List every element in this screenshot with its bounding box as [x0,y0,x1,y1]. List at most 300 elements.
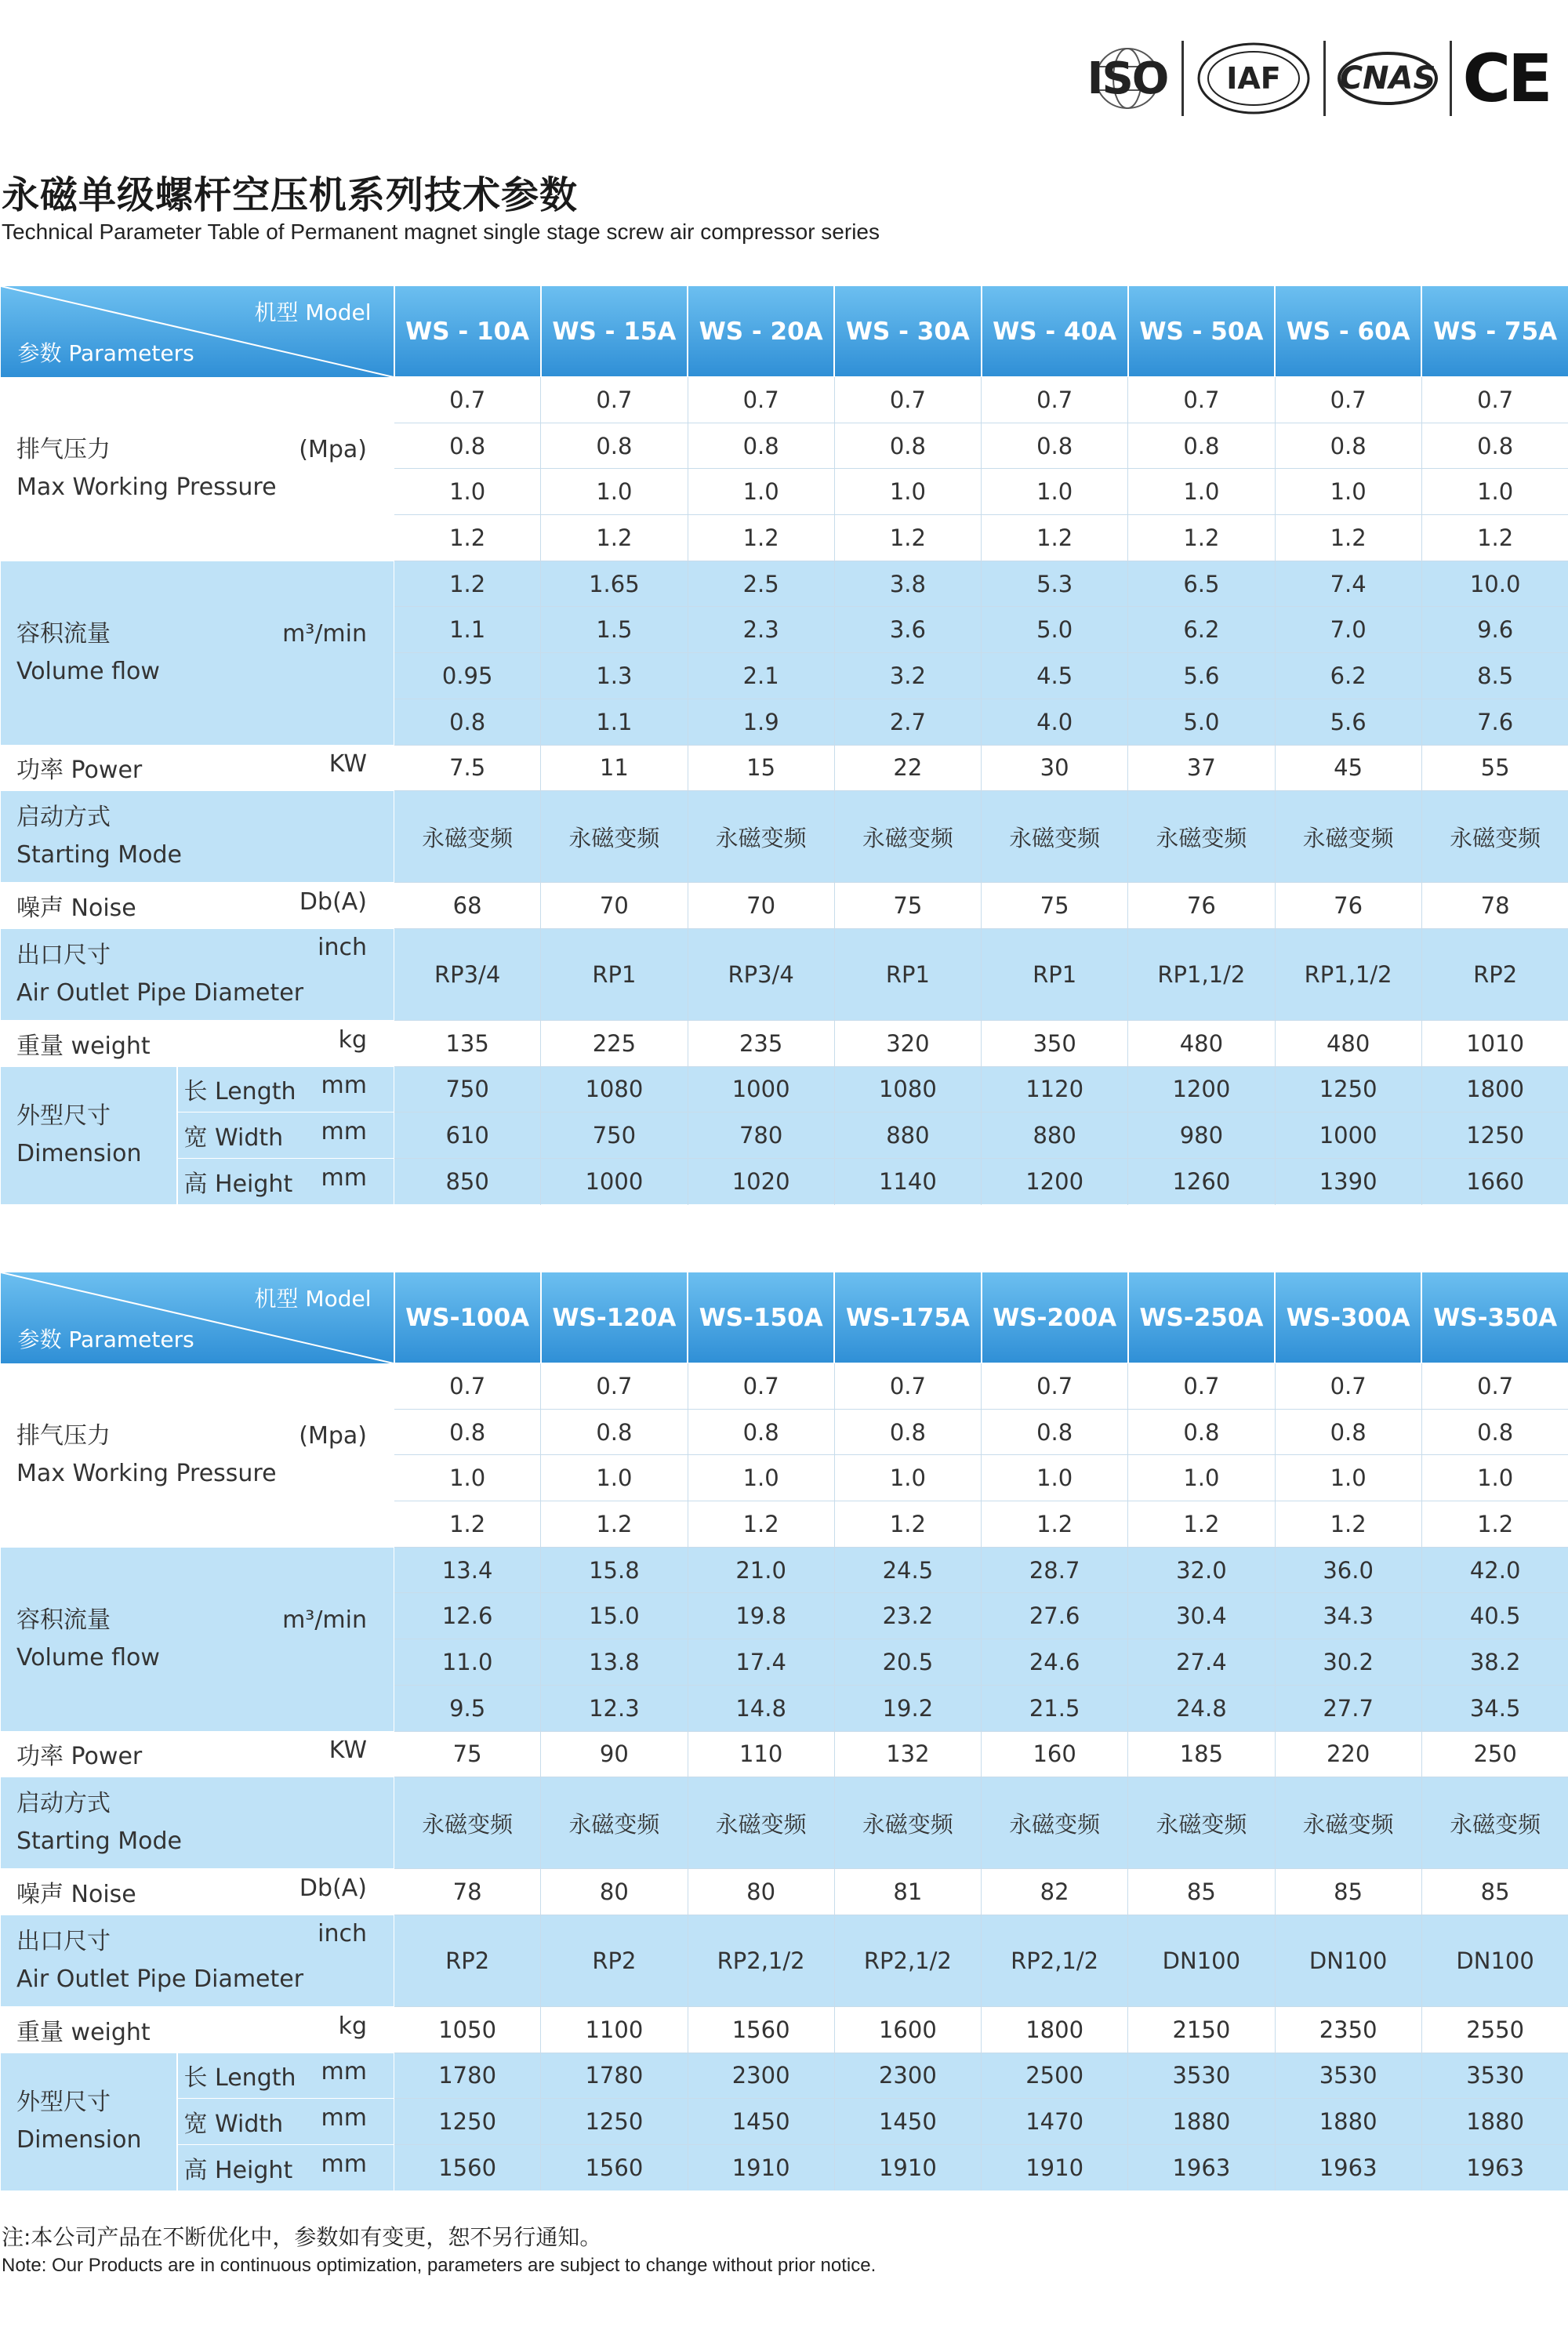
ce-text: CE [1462,40,1550,117]
flow-value: 5.6 [1128,653,1275,699]
dimension-sub-label: 高 Height mm [177,2144,394,2190]
flow-value: 2.3 [688,607,834,653]
pressure-value: 0.8 [1421,1409,1568,1455]
flow-value: 5.3 [982,561,1128,607]
parameters-header-label: 参数 Parameters [17,1326,194,1352]
weight-label: 重量 weight kg [1,1020,394,1066]
pressure-value: 0.7 [982,1363,1128,1410]
flow-value: 6.5 [1128,561,1275,607]
pressure-value: 0.8 [541,423,688,469]
weight-row [1,2006,1568,2053]
weight-row [1,1020,1568,1066]
flow-value: 7.0 [1275,607,1421,653]
power-value: 90 [541,1731,688,1777]
pressure-value: 0.8 [394,1409,541,1455]
flow-value: 19.2 [834,1685,981,1731]
pressure-value: 1.0 [834,1455,981,1501]
flow-value: 4.0 [982,699,1128,745]
pressure-value: 1.2 [1128,515,1275,561]
pressure-value: 1.0 [541,1455,688,1501]
pressure-value: 0.7 [1275,1363,1421,1410]
weight-value: 1050 [394,2006,541,2053]
weight-value: 2150 [1128,2006,1275,2053]
start-mode-label: 启动方式 Starting Mode [1,791,394,883]
dimension-value: 2500 [982,2053,1128,2099]
noise-value: 78 [1421,883,1568,929]
dimension-value: 1880 [1128,2099,1275,2145]
pressure-value: 1.2 [541,1501,688,1548]
model-header-label: 机型 Model [254,1285,372,1312]
spacer-cell [1128,1204,1275,1268]
header-row [1,1272,1568,1363]
flow-value: 14.8 [688,1685,834,1731]
noise-value: 85 [1275,1869,1421,1915]
start-mode-value: 永磁变频 [394,791,541,883]
flow-value: 19.8 [688,1593,834,1639]
outlet-value: DN100 [1128,1915,1275,2006]
pressure-value: 0.7 [541,377,688,423]
ce-logo [1463,39,1549,118]
spacer-cell [834,1204,981,1268]
iso-text: ISO [1087,53,1168,104]
pressure-value: 1.2 [1275,1501,1421,1548]
start-mode-value: 永磁变频 [688,1777,834,1869]
pressure-value: 1.0 [982,469,1128,515]
flow-value: 2.5 [688,561,834,607]
noise-row [1,1869,1568,1915]
dimension-row [1,2099,1568,2145]
spacer-cell [541,1204,688,1268]
outlet-value: DN100 [1421,1915,1568,2006]
flow-value: 36.0 [1275,1547,1421,1593]
power-value: 220 [1275,1731,1421,1777]
power-label: 功率 Power KW [1,745,394,791]
dimension-row [1,2053,1568,2099]
weight-value: 480 [1128,1020,1275,1066]
dimension-value: 1450 [688,2099,834,2145]
model-name: WS - 10A [394,286,541,377]
model-name: WS - 60A [1275,286,1421,377]
pressure-value: 0.8 [688,1409,834,1455]
weight-value: 2350 [1275,2006,1421,2053]
power-value: 110 [688,1731,834,1777]
pressure-value: 0.7 [1128,1363,1275,1410]
pressure-value: 0.7 [1421,1363,1568,1410]
start-mode-value: 永磁变频 [834,1777,981,1869]
power-row [1,1731,1568,1777]
weight-label: 重量 weight kg [1,2006,394,2053]
flow-value: 15.8 [541,1547,688,1593]
noise-value: 80 [541,1869,688,1915]
dimension-value: 980 [1128,1112,1275,1159]
weight-value: 1800 [982,2006,1128,2053]
flow-value: 2.7 [834,699,981,745]
dimension-row [1,1112,1568,1159]
outlet-value: RP2,1/2 [688,1915,834,2006]
dimension-value: 850 [394,1158,541,1204]
pressure-value: 1.2 [688,1501,834,1548]
pressure-value: 1.2 [982,1501,1128,1548]
dimension-label: 外型尺寸 Dimension [1,1066,177,1204]
weight-value: 480 [1275,1020,1421,1066]
start-mode-value: 永磁变频 [1275,791,1421,883]
header-corner [1,1272,394,1363]
dimension-value: 1780 [541,2053,688,2099]
page-subtitle: Technical Parameter Table of Permanent magnet single stage screw air compressor series [2,220,880,244]
spacer-row [1,1204,1568,1268]
noise-value: 68 [394,883,541,929]
spacer-cell [177,1204,394,1268]
start-mode-value: 永磁变频 [1128,791,1275,883]
flow-value: 20.5 [834,1639,981,1686]
noise-value: 80 [688,1869,834,1915]
noise-value: 76 [1128,883,1275,929]
outlet-value: RP2 [1421,928,1568,1020]
weight-value: 2550 [1421,2006,1568,2053]
flow-value: 24.8 [1128,1685,1275,1731]
pressure-value: 0.8 [1421,423,1568,469]
outlet-value: DN100 [1275,1915,1421,2006]
power-value: 160 [982,1731,1128,1777]
start-mode-row [1,791,1568,883]
pressure-value: 0.7 [688,1363,834,1410]
header-corner [1,286,394,377]
flow-value: 1.1 [541,699,688,745]
flow-row [1,1547,1568,1593]
weight-value: 135 [394,1020,541,1066]
noise-value: 75 [834,883,981,929]
pressure-value: 0.7 [1128,377,1275,423]
noise-value: 85 [1421,1869,1568,1915]
flow-value: 7.4 [1275,561,1421,607]
dimension-value: 1020 [688,1158,834,1204]
flow-value: 28.7 [982,1547,1128,1593]
dimension-sub-label: 长 Length mm [177,1066,394,1112]
flow-value: 1.1 [394,607,541,653]
flow-value: 21.5 [982,1685,1128,1731]
power-value: 132 [834,1731,981,1777]
pressure-value: 1.2 [394,515,541,561]
flow-value: 0.95 [394,653,541,699]
flow-value: 8.5 [1421,653,1568,699]
iaf-text: IAF [1226,61,1281,96]
dimension-value: 1250 [541,2099,688,2145]
dimension-value: 1800 [1421,1066,1568,1112]
dimension-value: 1560 [541,2144,688,2190]
iso-logo [1084,39,1171,118]
flow-value: 30.2 [1275,1639,1421,1686]
flow-value: 1.5 [541,607,688,653]
pressure-value: 0.8 [834,1409,981,1455]
pressure-value: 0.8 [1275,423,1421,469]
pressure-value: 1.0 [1128,469,1275,515]
flow-value: 12.6 [394,1593,541,1639]
flow-value: 3.8 [834,561,981,607]
pressure-value: 0.8 [541,1409,688,1455]
outlet-value: RP2,1/2 [834,1915,981,2006]
pressure-value: 1.0 [541,469,688,515]
pressure-value: 0.8 [688,423,834,469]
pressure-value: 1.0 [1421,469,1568,515]
power-value: 7.5 [394,745,541,791]
start-mode-row [1,1777,1568,1869]
dimension-value: 1000 [688,1066,834,1112]
flow-label: 容积流量 m³/min Volume flow [1,1547,394,1731]
dimension-value: 780 [688,1112,834,1159]
pressure-value: 1.2 [1128,1501,1275,1548]
flow-value: 13.8 [541,1639,688,1686]
start-mode-value: 永磁变频 [982,1777,1128,1869]
outlet-label: 出口尺寸 inch Air Outlet Pipe Diameter [1,1915,394,2006]
pressure-value: 0.7 [834,377,981,423]
outlet-row [1,1915,1568,2006]
dimension-value: 1250 [1275,1066,1421,1112]
flow-value: 9.5 [394,1685,541,1731]
dimension-value: 1140 [834,1158,981,1204]
certification-logos [1084,38,1549,119]
flow-value: 10.0 [1421,561,1568,607]
start-mode-value: 永磁变频 [541,1777,688,1869]
power-value: 37 [1128,745,1275,791]
power-value: 15 [688,745,834,791]
dimension-value: 1080 [541,1066,688,1112]
power-value: 22 [834,745,981,791]
dimension-value: 1200 [1128,1066,1275,1112]
dimension-value: 1080 [834,1066,981,1112]
dimension-sub-label: 高 Height mm [177,1158,394,1204]
start-mode-value: 永磁变频 [394,1777,541,1869]
pressure-value: 1.2 [834,515,981,561]
spacer-cell [982,1204,1128,1268]
dimension-row [1,2144,1568,2190]
flow-value: 21.0 [688,1547,834,1593]
flow-value: 4.5 [982,653,1128,699]
spacer-cell [688,1204,834,1268]
flow-value: 42.0 [1421,1547,1568,1593]
dimension-value: 1470 [982,2099,1128,2145]
outlet-value: RP3/4 [394,928,541,1020]
dimension-value: 750 [541,1112,688,1159]
power-label: 功率 Power KW [1,1731,394,1777]
dimension-value: 1200 [982,1158,1128,1204]
flow-row [1,561,1568,607]
pressure-value: 0.7 [541,1363,688,1410]
flow-value: 38.2 [1421,1639,1568,1686]
model-name: WS-120A [541,1272,688,1363]
parameters-header-label: 参数 Parameters [17,339,194,366]
model-name: WS - 30A [834,286,981,377]
note-chinese: 注:本公司产品在不断优化中，参数如有变更，恕不另行通知。 [2,2224,602,2250]
dimension-value: 880 [982,1112,1128,1159]
flow-value: 24.5 [834,1547,981,1593]
start-mode-value: 永磁变频 [834,791,981,883]
model-name: WS - 15A [541,286,688,377]
start-mode-value: 永磁变频 [982,791,1128,883]
dimension-sub-label: 宽 Width mm [177,1112,394,1159]
start-mode-value: 永磁变频 [1421,1777,1568,1869]
flow-value: 5.0 [982,607,1128,653]
flow-value: 32.0 [1128,1547,1275,1593]
flow-value: 1.3 [541,653,688,699]
pressure-value: 1.2 [834,1501,981,1548]
dimension-row [1,1158,1568,1204]
dimension-value: 1963 [1421,2144,1568,2190]
pressure-value: 0.7 [394,377,541,423]
power-value: 185 [1128,1731,1275,1777]
spacer-cell [1275,1204,1421,1268]
cnas-logo [1337,39,1439,118]
flow-value: 34.3 [1275,1593,1421,1639]
spec-table-2 [0,1272,1568,2191]
pressure-value: 0.7 [1275,377,1421,423]
power-value: 250 [1421,1731,1568,1777]
cnas-text: CNAS [1339,60,1436,96]
outlet-value: RP1 [834,928,981,1020]
pressure-value: 1.2 [982,515,1128,561]
flow-value: 5.0 [1128,699,1275,745]
pressure-value: 0.7 [394,1363,541,1410]
flow-value: 3.6 [834,607,981,653]
dimension-value: 3530 [1421,2053,1568,2099]
flow-value: 27.7 [1275,1685,1421,1731]
dimension-value: 1000 [541,1158,688,1204]
weight-value: 350 [982,1020,1128,1066]
flow-value: 2.1 [688,653,834,699]
model-name: WS-250A [1128,1272,1275,1363]
outlet-value: RP1,1/2 [1128,928,1275,1020]
model-name: WS - 20A [688,286,834,377]
flow-value: 1.65 [541,561,688,607]
flow-value: 1.2 [394,561,541,607]
pressure-value: 1.0 [1275,469,1421,515]
dimension-value: 3530 [1128,2053,1275,2099]
power-value: 75 [394,1731,541,1777]
start-mode-value: 永磁变频 [541,791,688,883]
dimension-value: 1963 [1275,2144,1421,2190]
noise-value: 75 [982,883,1128,929]
model-name: WS-100A [394,1272,541,1363]
dimension-value: 1390 [1275,1158,1421,1204]
pressure-value: 1.2 [1275,515,1421,561]
flow-value: 17.4 [688,1639,834,1686]
power-value: 30 [982,745,1128,791]
dimension-value: 3530 [1275,2053,1421,2099]
flow-value: 11.0 [394,1639,541,1686]
dimension-value: 1880 [1421,2099,1568,2145]
pressure-value: 0.8 [1128,423,1275,469]
pressure-value: 1.2 [394,1501,541,1548]
power-row [1,745,1568,791]
flow-value: 34.5 [1421,1685,1568,1731]
outlet-value: RP2 [541,1915,688,2006]
pressure-value: 1.0 [1275,1455,1421,1501]
dimension-value: 1910 [688,2144,834,2190]
dimension-value: 750 [394,1066,541,1112]
pressure-value: 1.0 [1128,1455,1275,1501]
flow-value: 13.4 [394,1547,541,1593]
outlet-value: RP1 [982,928,1128,1020]
pressure-row [1,377,1568,423]
flow-value: 27.6 [982,1593,1128,1639]
model-name: WS - 75A [1421,286,1568,377]
logo-divider [1323,41,1326,116]
dimension-value: 1250 [1421,1112,1568,1159]
dimension-value: 2300 [834,2053,981,2099]
flow-value: 5.6 [1275,699,1421,745]
logo-divider [1450,41,1452,116]
start-mode-value: 永磁变频 [1275,1777,1421,1869]
model-name: WS-150A [688,1272,834,1363]
spacer-cell [1,1204,177,1268]
flow-value: 27.4 [1128,1639,1275,1686]
pressure-value: 1.0 [688,469,834,515]
pressure-value: 1.2 [688,515,834,561]
page-title: 永磁单级螺杆空压机系列技术参数 [2,173,579,217]
dimension-value: 1450 [834,2099,981,2145]
note-english: Note: Our Products are in continuous optimization, parameters are subject to change without prior notice. [2,2255,877,2276]
outlet-value: RP2 [394,1915,541,2006]
weight-value: 1600 [834,2006,981,2053]
weight-value: 1560 [688,2006,834,2053]
pressure-value: 0.8 [394,423,541,469]
spacer-cell [1421,1204,1568,1268]
pressure-label: 排气压力 (Mpa) Max Working Pressure [1,1363,394,1548]
model-name: WS-175A [834,1272,981,1363]
pressure-value: 0.8 [982,1409,1128,1455]
weight-value: 1010 [1421,1020,1568,1066]
flow-value: 7.6 [1421,699,1568,745]
outlet-row [1,928,1568,1020]
pressure-value: 1.0 [688,1455,834,1501]
flow-value: 9.6 [1421,607,1568,653]
model-name: WS-200A [982,1272,1128,1363]
pressure-value: 1.0 [394,469,541,515]
flow-value: 6.2 [1128,607,1275,653]
noise-value: 82 [982,1869,1128,1915]
flow-value: 15.0 [541,1593,688,1639]
noise-label: 噪声 Noise Db(A) [1,1869,394,1915]
noise-value: 78 [394,1869,541,1915]
noise-row [1,883,1568,929]
model-name: WS - 40A [982,286,1128,377]
model-name: WS - 50A [1128,286,1275,377]
pressure-value: 0.8 [834,423,981,469]
dimension-value: 1780 [394,2053,541,2099]
pressure-value: 0.8 [1128,1409,1275,1455]
flow-value: 30.4 [1128,1593,1275,1639]
dimension-sub-label: 长 Length mm [177,2053,394,2099]
flow-value: 3.2 [834,653,981,699]
pressure-value: 1.0 [982,1455,1128,1501]
pressure-value: 1.2 [541,515,688,561]
flow-value: 24.6 [982,1639,1128,1686]
pressure-value: 1.0 [1421,1455,1568,1501]
power-value: 55 [1421,745,1568,791]
flow-value: 1.9 [688,699,834,745]
pressure-value: 0.8 [1275,1409,1421,1455]
start-mode-value: 永磁变频 [1128,1777,1275,1869]
dimension-sub-label: 宽 Width mm [177,2099,394,2145]
header-row [1,286,1568,377]
outlet-value: RP3/4 [688,928,834,1020]
noise-value: 76 [1275,883,1421,929]
pressure-label: 排气压力 (Mpa) Max Working Pressure [1,377,394,561]
power-value: 45 [1275,745,1421,791]
pressure-value: 1.0 [834,469,981,515]
flow-value: 0.8 [394,699,541,745]
pressure-value: 0.7 [834,1363,981,1410]
weight-value: 225 [541,1020,688,1066]
